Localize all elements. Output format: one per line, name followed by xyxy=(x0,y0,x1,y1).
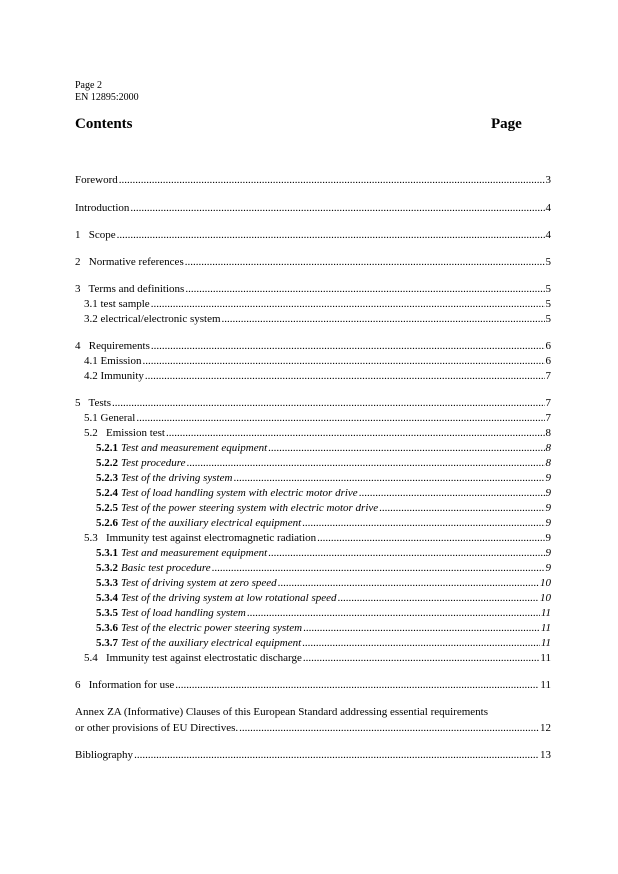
contents-title: Contents xyxy=(75,116,133,132)
toc-entry-5-3-2[interactable]: 5.3.2 Basic test procedure ..... 9 xyxy=(96,562,551,577)
toc-entry-5-3-6[interactable]: 5.3.6 Test of the electric power steering system ..... 11 xyxy=(96,622,551,637)
toc-entry-introduction[interactable]: Introduction ..... 4 xyxy=(75,202,551,217)
toc-entry-immunity[interactable]: 4.2 Immunity ..... 7 xyxy=(84,370,551,385)
toc-entry-emission-test[interactable]: 5.2 Emission test ..... 8 xyxy=(84,427,551,442)
page-column-label: Page xyxy=(491,116,522,132)
toc-entry-general[interactable]: 5.1 General ..... 7 xyxy=(84,412,551,427)
toc-entry-5-3-1[interactable]: 5.3.1 Test and measurement equipment ..... 9 xyxy=(96,547,551,562)
toc-entry-test-sample[interactable]: 3.1 test sample ..... 5 xyxy=(84,298,551,313)
toc-entry-5-3-3[interactable]: 5.3.3 Test of driving system at zero speed ..... 10 xyxy=(96,577,551,592)
toc-entry-5-2-3[interactable]: 5.2.3 Test of the driving system ..... 9 xyxy=(96,472,551,487)
toc-entry-5-2-2[interactable]: 5.2.2 Test procedure ..... 8 xyxy=(96,457,551,472)
toc-entry-immunity-radiation[interactable]: 5.3 Immunity test against electromagnetic radiation ..... 9 xyxy=(84,532,551,547)
toc-entry-5-2-1[interactable]: 5.2.1 Test and measurement equipment ..... 8 xyxy=(96,442,551,457)
toc-entry-5-3-7[interactable]: 5.3.7 Test of the auxiliary electrical equipment ..... 11 xyxy=(96,637,551,652)
document-id: EN 12895:2000 xyxy=(75,92,139,103)
page-header xyxy=(75,80,139,104)
toc-entry-5-2-5[interactable]: 5.2.5 Test of the power steering system with electric motor drive ..... 9 xyxy=(96,502,551,517)
toc-entry-annex-za-line1[interactable]: Annex ZA (Informative) Clauses of this European Standard addressing essential requirements xyxy=(75,706,488,718)
toc-entry-immunity-electrostatic[interactable]: 5.4 Immunity test against electrostatic discharge ..... 11 xyxy=(84,652,551,667)
toc-entry-scope[interactable]: 1 Scope ..... 4 xyxy=(75,229,551,244)
toc-entry-terms-definitions[interactable]: 3 Terms and definitions ..... 5 xyxy=(75,283,551,298)
toc-entry-annex-za-line2[interactable]: or other provisions of EU Directives. ..... 12 xyxy=(75,722,551,737)
toc-entry-bibliography[interactable]: Bibliography ..... 13 xyxy=(75,749,551,764)
toc-entry-5-2-4[interactable]: 5.2.4 Test of load handling system with electric motor drive ..... 9 xyxy=(96,487,551,502)
toc-entry-5-3-5[interactable]: 5.3.5 Test of load handling system ..... 11 xyxy=(96,607,551,622)
toc-entry-electrical-system[interactable]: 3.2 electrical/electronic system ..... 5 xyxy=(84,313,551,328)
page-number: Page 2 xyxy=(75,80,102,91)
toc-entry-foreword[interactable]: Foreword ..... 3 xyxy=(75,174,551,189)
toc-entry-tests[interactable]: 5 Tests ..... 7 xyxy=(75,397,551,412)
toc-entry-information-for-use[interactable]: 6 Information for use ..... 11 xyxy=(75,679,551,694)
toc-entry-5-3-4[interactable]: 5.3.4 Test of the driving system at low rotational speed ..... 10 xyxy=(96,592,551,607)
toc-entry-5-2-6[interactable]: 5.2.6 Test of the auxiliary electrical equipment ..... 9 xyxy=(96,517,551,532)
toc-entry-requirements[interactable]: 4 Requirements ..... 6 xyxy=(75,340,551,355)
toc-entry-emission[interactable]: 4.1 Emission ..... 6 xyxy=(84,355,551,370)
toc-entry-normative-references[interactable]: 2 Normative references ..... 5 xyxy=(75,256,551,271)
